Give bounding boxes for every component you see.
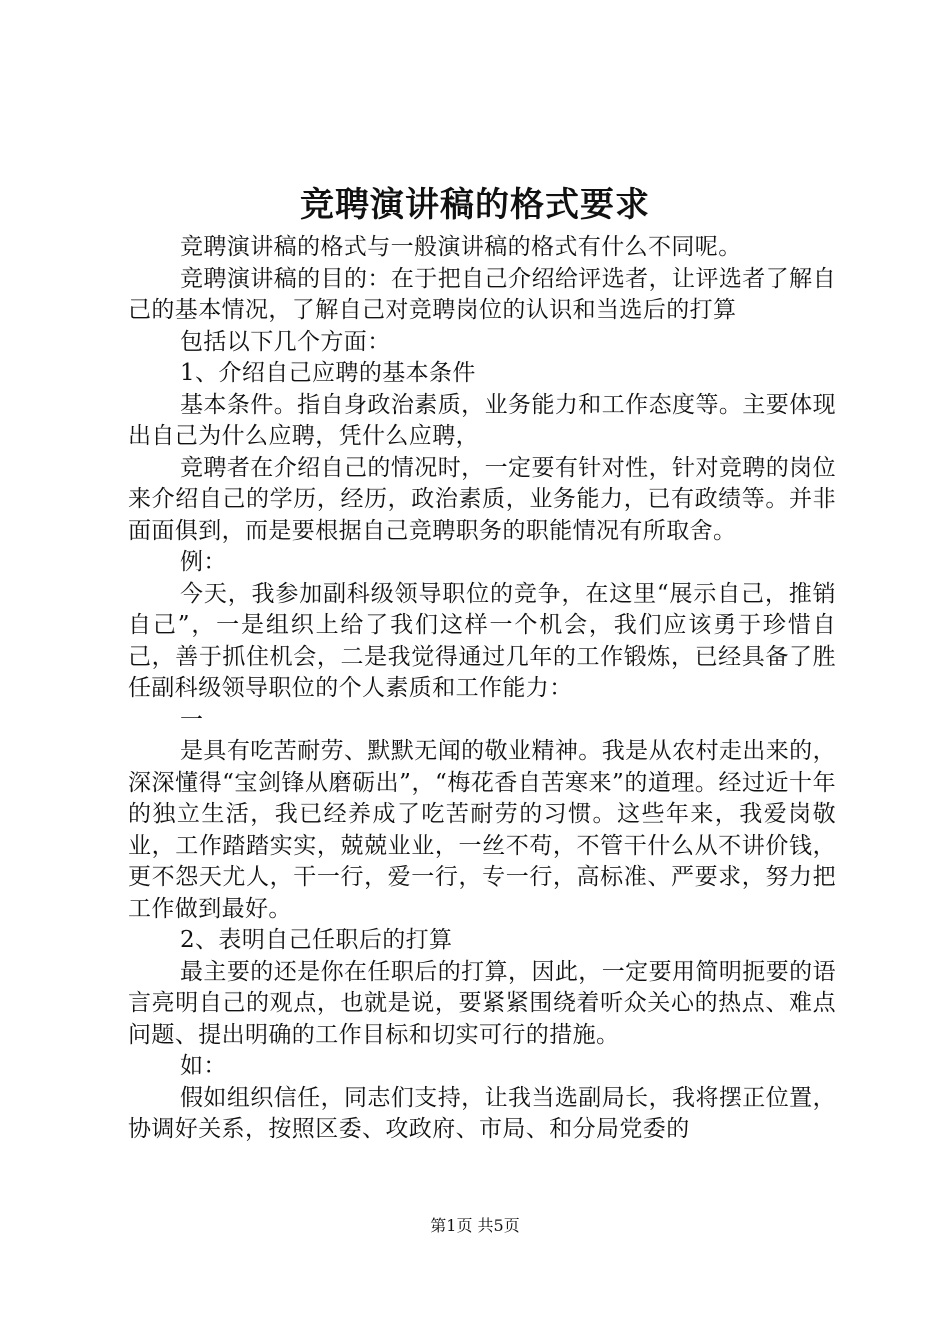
example-label: 例： xyxy=(180,549,227,575)
section-heading: 1、介绍自己应聘的基本条件 xyxy=(180,360,476,386)
paragraph: 一 xyxy=(180,706,204,733)
document-body xyxy=(128,232,836,1146)
paragraph: 今天，我参加副科级领导职位的竞争，在这里“展示自己，推销自己”，一是组织上给了我们这样一个机会，我们应该勇于珍惜自己，善于抓住机会，二是我觉得通过几年的工作锻炼，已经具备了胜任副科级领导职位的个人素质和工作能力： xyxy=(128,580,836,701)
section-heading: 2、表明自己任职后的打算 xyxy=(180,927,453,953)
paragraph: 假如组织信任，同志们支持，让我当选副局长，我将摆正位置，协调好关系，按照区委、攻政府、市局、和分局党委的 xyxy=(128,1084,836,1142)
example-label: 如： xyxy=(180,1053,227,1079)
paragraph: 包括以下几个方面： xyxy=(180,328,391,355)
paragraph: 竞聘者在介绍自己的情况时，一定要有针对性，针对竞聘的岗位来介绍自己的学历，经历，政治素质，业务能力，已有政绩等。并非面面俱到，而是要根据自己竞聘职务的职能情况有所取舍。 xyxy=(128,454,836,544)
paragraph: 是具有吃苦耐劳、默默无闻的敬业精神。我是从农村走出来的，深深懂得“宝剑锋从磨砺出”，“梅花香自苦寒来”的道理。经过近十年的独立生活，我已经养成了吃苦耐劳的习惯。这些年来，我爱岗敬业，工作踏踏实实，兢兢业业，一丝不苟，不管干什么从不讲价钱，更不怨天尤人，干一行，爱一行，专一行，高标准、严要求，努力把工作做到最好。 xyxy=(128,738,836,922)
document-title: 竞聘演讲稿的格式要求 xyxy=(300,185,650,225)
paragraph: 最主要的还是你在任职后的打算，因此，一定要用简明扼要的语言亮明自己的观点，也就是说，要紧紧围绕着听众关心的热点、难点问题、提出明确的工作目标和切实可行的措施。 xyxy=(128,958,836,1048)
paragraph: 竞聘演讲稿的格式与一般演讲稿的格式有什么不同呢。 xyxy=(180,234,742,260)
page-number: 第1页 共5页 xyxy=(430,1216,520,1235)
paragraph: 基本条件。指自身政治素质，业务能力和工作态度等。主要体现出自己为什么应聘，凭什么应聘， xyxy=(128,391,836,449)
paragraph: 竞聘演讲稿的目的：在于把自己介绍给评选者，让评选者了解自己的基本情况，了解自己对竞聘岗位的认识和当选后的打算 xyxy=(128,265,836,323)
